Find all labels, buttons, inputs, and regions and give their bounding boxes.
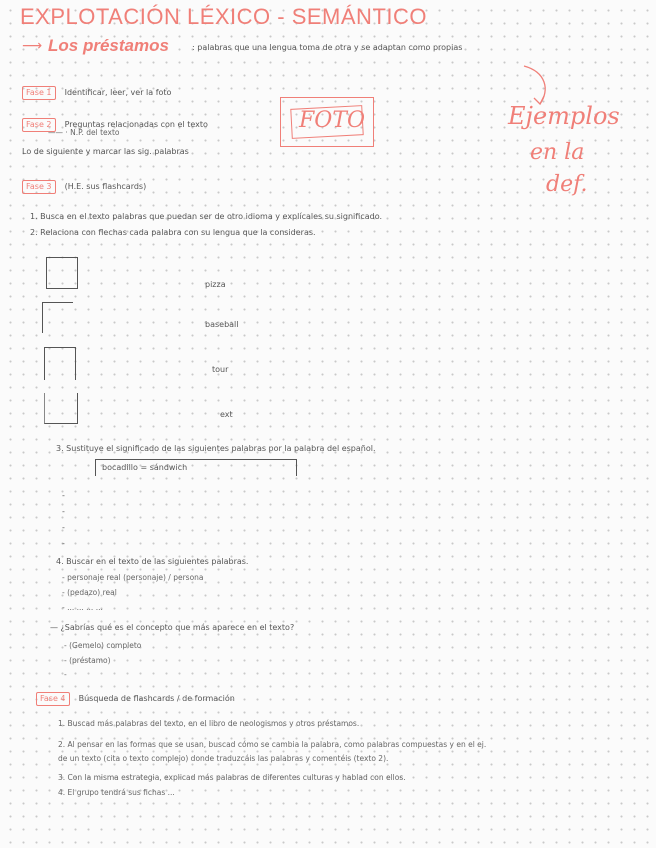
fase-1-text: Identificar, leer, ver la foto [64, 88, 172, 97]
subtitle-note: : palabras que una lengua toma de otra y se adaptan como propias [192, 43, 463, 52]
exercise-4-item-1: - personaje real (personaje) / persona [62, 573, 204, 582]
final-line-1: 1. Buscad más palabras del texto, en el libro de neologismos y otros préstamos. [58, 719, 360, 728]
dash-2: - [62, 507, 65, 516]
match-word-1: pizza [205, 280, 226, 289]
final-line-4: 3. Con la misma estrategia, explicad más palabras de diferentes culturas y hablad con ellos. [58, 773, 406, 782]
question-item-2: - (préstamo) [64, 656, 111, 665]
dash-1: - [62, 491, 65, 500]
side-note-line1: Ejemplos [508, 102, 620, 130]
instruction-1: 1. Busca en el texto palabras que puedan ser de otro idioma y explícales su significado. [30, 212, 382, 221]
match-box-3[interactable] [44, 347, 76, 380]
exercise-4-item-2: - (pedazo) real [62, 588, 117, 597]
side-note-line3: def. [546, 172, 588, 197]
fase-4-tag: Fase 4 [36, 692, 70, 706]
match-box-1[interactable] [46, 257, 78, 289]
final-line-2: 2. Al pensar en las formas que se usan, buscad cómo se cambia la palabra, como palabras compuestas y en el ej. [58, 740, 487, 749]
exercise-4-item-3: - ... ... ... ... [62, 603, 103, 612]
example-text: bocadillo = sándwich [102, 463, 188, 472]
match-word-4: ext [220, 410, 233, 419]
dash-4: - [62, 539, 65, 548]
fase-2-text: Preguntas relacionadas con el texto [64, 120, 208, 129]
final-line-3: de un texto (cita o texto complejo) donde traduzcáis las palabras y comentéis (texto 2). [58, 754, 389, 763]
fase-1 [22, 80, 171, 100]
match-word-2: baseball [205, 320, 239, 329]
match-word-3: tour [212, 365, 229, 374]
page-title: EXPLOTACIÓN LÉXICO - SEMÁNTICO [20, 4, 427, 29]
exercise-4-text: 4. Buscar en el texto de las siguientes palabras. [56, 557, 249, 566]
fase-1-tag: Fase 1 [22, 86, 56, 100]
foto-placeholder [280, 97, 374, 147]
question-item-3: - [64, 670, 67, 679]
instruction-2: 2. Relaciona con flechas cada palabra con su lengua que la consideras. [30, 228, 316, 237]
foto-label: FOTO [299, 108, 366, 133]
fase-3-tag: Fase 3 [22, 180, 56, 194]
question-item-1: - (Gemelo) completo [64, 641, 142, 650]
fase-4-text: Búsqueda de flashcards / de formación [78, 694, 235, 703]
fase-2-tag: Fase 2 [22, 118, 56, 132]
final-line-5: 4. El grupo tendrá sus fichas ... [58, 788, 175, 797]
question-text: — ¿Sabrías qué es el concepto que más aparece en el texto? [50, 623, 295, 632]
fase-2-sub: —— · N.P. del texto [48, 128, 120, 137]
subtitle-label: Los préstamos [48, 36, 169, 55]
exercise-3-text: 3. Sustituye el significado de las siguientes palabras por la palabra del español. [56, 444, 376, 453]
arrow-icon: ⟶ [22, 38, 43, 54]
match-box-4[interactable] [44, 393, 78, 424]
match-box-2[interactable] [42, 302, 73, 333]
fase-4 [36, 686, 235, 706]
side-note-line2: en la [530, 140, 585, 165]
fase-3 [22, 174, 146, 194]
fase-3-text: (H.E. sus flashcards) [64, 182, 147, 191]
fase-2b-text: Lo de siguiente y marcar las sig. palabras [22, 147, 189, 156]
dash-3: - [62, 523, 65, 532]
